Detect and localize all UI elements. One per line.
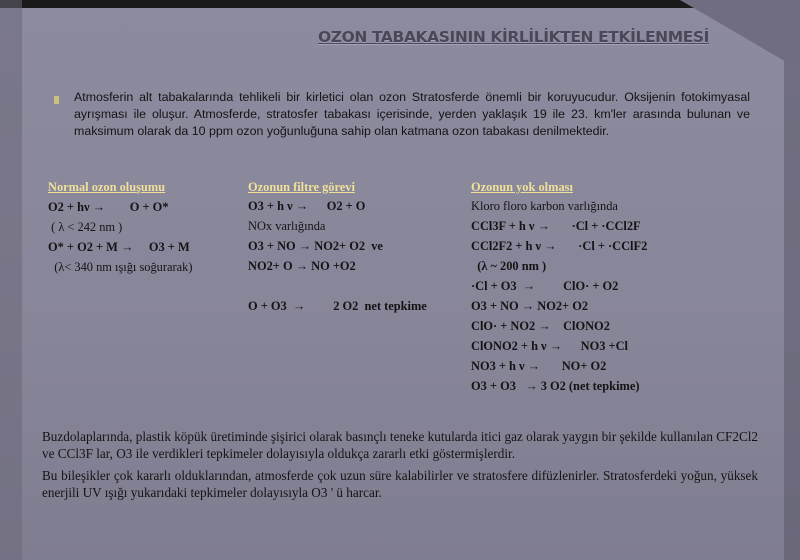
body-paragraph-cfc-stability: Bu bileşikler çok kararlı olduklarından, atmosferde çok uzun süre kalabilirler ve stratosfere difüzlenirler. Stratosferdeki yoğun, yüksek enerjili UV ışığı yukarıdaki tepkimeler dolayısıyla O3 ' ü harcar. [42, 468, 758, 500]
column-ozone-filter [248, 178, 427, 316]
reaction-line: O3 + h ν → O2 + O [248, 199, 366, 213]
reaction-line: ( λ < 242 nm ) [48, 220, 123, 234]
reaction-line: (λ< 340 nm ışığı soğurarak) [48, 260, 193, 274]
column-ozone-depletion [471, 178, 647, 396]
reaction-line: Kloro floro karbon varlığında [471, 199, 618, 213]
intro-paragraph: Atmosferin alt tabakalarında tehlikeli bir kirletici olan ozon Stratosferde önemli bir koruyucudur. Oksijenin fotokimyasal ayrışması ile oluşur. Atmosferde, stratosfer tabakası içerisinde, yerden yaklaşık 19 ile 23. km'ler arasında bulunan ve maksimum olarak da 10 ppm ozon yoğunluğuna sahip olan katmana ozon tabakası denilmektedir. [74, 90, 750, 138]
reaction-line: ClO· + NO2 → ClONO2 [471, 319, 610, 333]
column-heading: Normal ozon oluşumu [48, 180, 166, 194]
slide-title: OZON TABAKASININ KİRLİLİKTEN ETKİLENMESİ [318, 28, 710, 46]
right-decor-band [784, 0, 800, 560]
reaction-line: NO3 + h ν → NO+ O2 [471, 359, 607, 373]
reaction-line: (λ ~ 200 nm ) [471, 259, 547, 273]
reaction-line: CCl3F + h ν → ·Cl + ·CCl2F [471, 219, 641, 233]
reaction-line: O + O3 → 2 O2 net tepkime [248, 299, 427, 313]
column-heading: Ozonun yok olması [471, 180, 573, 194]
bullet-icon [54, 96, 59, 104]
reaction-line: NOx varlığında [248, 219, 326, 233]
reaction-line: O* + O2 + M → O3 + M [48, 240, 190, 254]
reaction-line: O3 + NO → NO2+ O2 [471, 299, 589, 313]
reaction-line: ·Cl + O3 → ClO· + O2 [471, 279, 619, 293]
reaction-line [248, 276, 427, 296]
reaction-line: ClONO2 + h ν → NO3 +Cl [471, 339, 628, 353]
reaction-line: O2 + hν → O + O* [48, 200, 169, 214]
column-heading: Ozonun filtre görevi [248, 180, 355, 194]
body-paragraph-cfc-usage: Buzdolaplarında, plastik köpük üretiminde şişirici olarak basınçlı teneke kutularda itici gaz olarak yaygın bir şekilde kullanılan CF2Cl2 ve CCl3F lar, O3 ile verdikleri tepkimeler dolayısıyla oldukça zararlı etki göstermişlerdir. [42, 429, 758, 461]
reaction-line: NO2+ O → NO +O2 [248, 259, 356, 273]
column-normal-ozone [48, 178, 192, 277]
left-decor-band [0, 0, 22, 560]
reaction-line: O3 + O3 → 3 O2 (net tepkime) [471, 379, 640, 393]
reaction-line: CCl2F2 + h ν → ·Cl + ·CClF2 [471, 239, 648, 253]
reaction-line: O3 + NO → NO2+ O2 ve [248, 239, 383, 253]
